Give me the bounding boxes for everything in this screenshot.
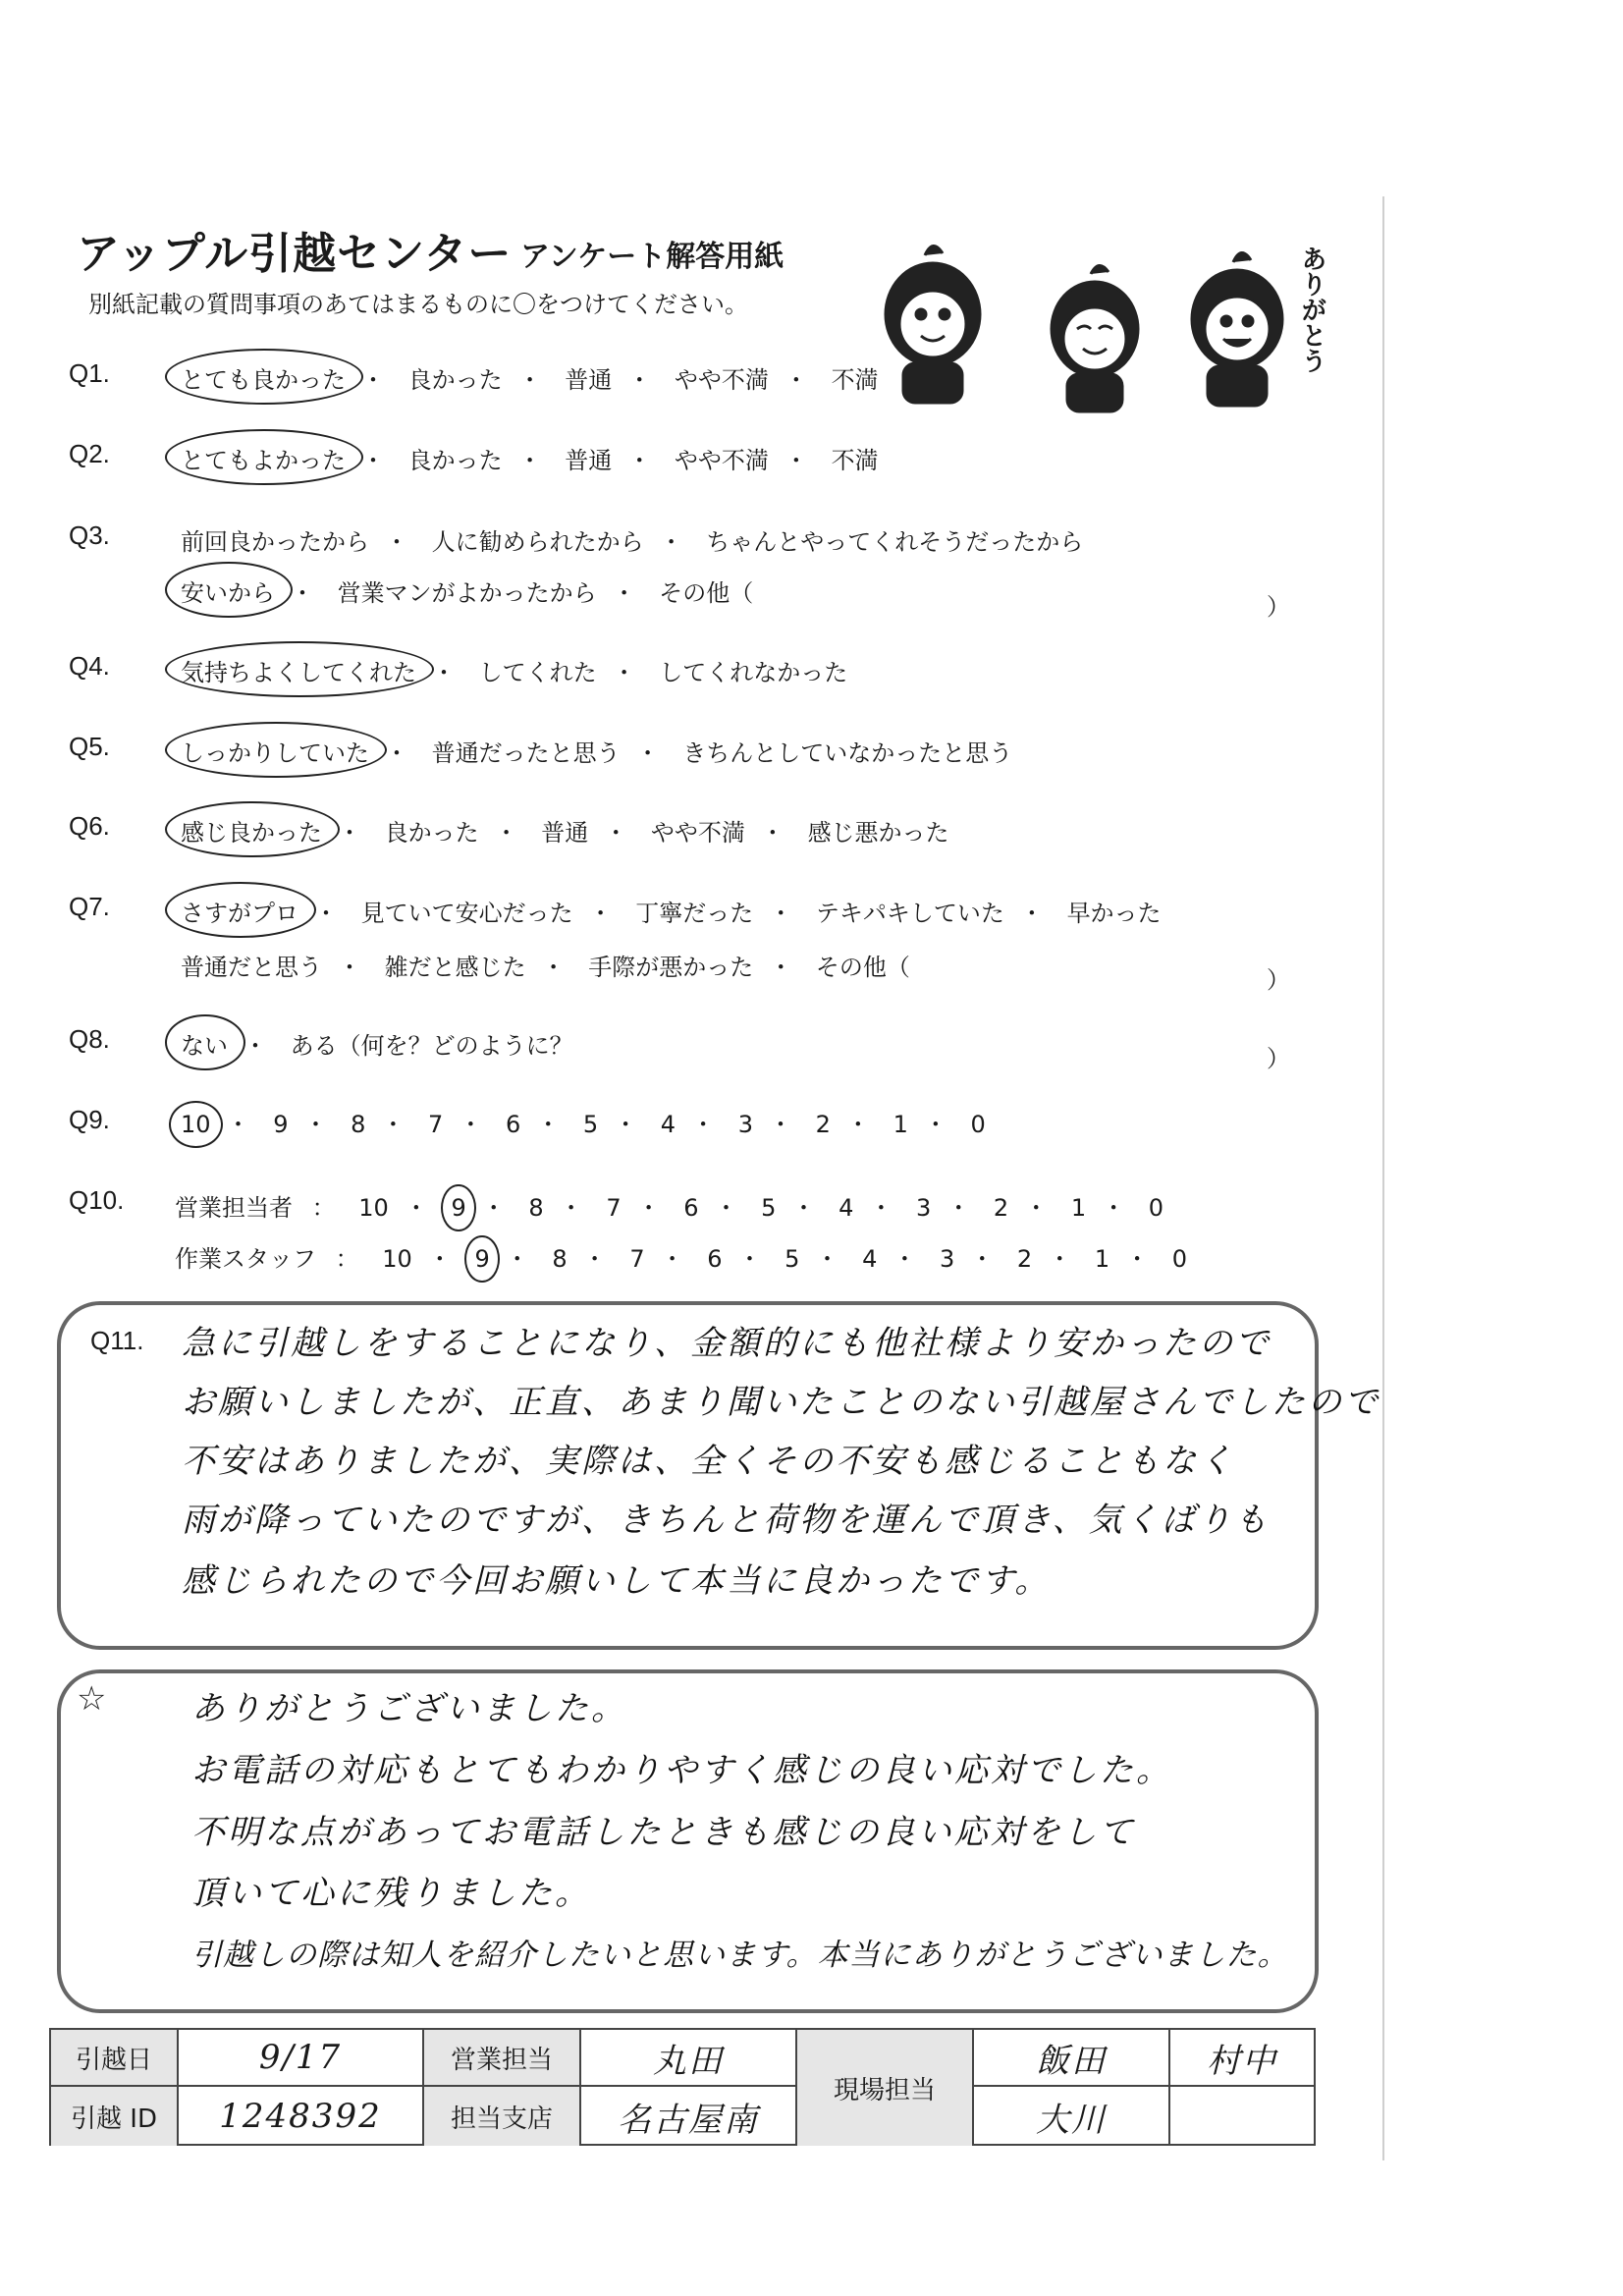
q9-score-6[interactable]: 6 [505,1111,521,1138]
comment-line-2: お電話の対応もとてもわかりやすく感じの良い応対でした。 [191,1751,1172,1790]
branch-label: 担当支店 [424,2087,581,2146]
q10-sales-score-4[interactable]: 4 [839,1194,854,1222]
form-title: アンケート解答用紙 [520,240,784,274]
q9-score-2[interactable]: 2 [815,1111,831,1138]
q8-option-2[interactable]: ある（何を？どのように？ [290,1032,573,1060]
q10-label: Q10. [69,1185,125,1215]
q4-option-3[interactable]: してくれなかった [659,659,848,686]
q10-staff-colon: ： [335,1245,359,1273]
q1-label: Q1. [69,358,110,388]
q2-option-5[interactable]: 不満 [831,447,879,474]
q10-staff-score-8[interactable]: 8 [552,1245,568,1273]
q10-sales-score-2[interactable]: 2 [993,1194,1009,1222]
q10-staff-score-6[interactable]: 6 [707,1245,723,1273]
q1-option-2[interactable]: 良かった [407,366,503,394]
q3-option-3[interactable]: ちゃんとやってくれそうだったから [706,528,1084,556]
q10-sales-score-7[interactable]: 7 [606,1194,622,1222]
q1-option-4[interactable]: やや不満 [674,366,769,394]
q9-label: Q9. [69,1105,110,1134]
q8-option-1[interactable]: ない [175,1024,234,1063]
q10-staff-label: 作業スタッフ [175,1245,316,1273]
q6-option-5[interactable]: 感じ悪かった [807,819,949,847]
q10-staff-score-1[interactable]: 1 [1094,1245,1110,1273]
q1-option-5[interactable]: 不満 [831,366,879,394]
q10-sales-colon: ： [311,1194,336,1222]
q10-staff-score-5[interactable]: 5 [784,1245,800,1273]
q6-option-2[interactable]: 良かった [384,819,479,847]
q2-label: Q2. [69,439,110,468]
q4-option-1[interactable]: 気持ちよくしてくれた [175,651,422,689]
q7-close-paren: ） [1267,966,1290,994]
q7-option-4[interactable]: テキパキしていた [815,900,1004,927]
q5-option-3[interactable]: きちんとしていなかったと思う [682,739,1013,767]
q2-option-4[interactable]: やや不満 [674,447,769,474]
q11-line-2: お願いしましたが、正直、あまり聞いたことのない引越屋さんでしたので [182,1383,1380,1422]
q11-line-3: 不安はありましたが、実際は、全くその不安も感じることもなく [182,1442,1235,1481]
q10-staff-rating: 作業スタッフ ： 10 ・ 9 ・ 8 ・ 7 ・ 6 ・ 5 ・ 4 ・ 3 ・ 2 ・ 1 ・ 0 [175,1239,1191,1275]
move-date-label: 引越日 [51,2030,179,2087]
q7-option-1[interactable]: さすがプロ [175,892,304,930]
q7-label: Q7. [69,892,110,921]
q11-line-4: 雨が降っていたのですが、きちんと荷物を運んで頂き、気くばりも [182,1501,1271,1540]
site-staff-2: 大川 [974,2087,1170,2146]
q7-option-2[interactable]: 見ていて安心だった [360,900,573,927]
q10-staff-score-7[interactable]: 7 [629,1245,645,1273]
q7-option-8[interactable]: 手際が悪かった [588,954,754,981]
q9-score-0[interactable]: 0 [970,1111,986,1138]
q10-sales-score-3[interactable]: 3 [916,1194,932,1222]
q7-option-3[interactable]: 丁寧だった [635,900,754,927]
q3-option-1[interactable]: 前回良かったから [181,528,369,556]
q10-staff-score-4[interactable]: 4 [862,1245,878,1273]
q3-option-6[interactable]: その他（ [659,579,754,607]
q2-option-1[interactable]: とてもよかった [175,439,352,477]
move-date-value: 9/17 [179,2030,424,2087]
comment-line-5: 引越しの際は知人を紹介したいと思います。本当にありがとうございました。 [191,1938,1289,1973]
q6-option-1[interactable]: 感じ良かった [175,811,328,849]
site-staff-label: 現場担当 [797,2030,974,2146]
q7-option-6[interactable]: 普通だと思う [181,954,322,981]
q6-option-4[interactable]: やや不満 [650,819,745,847]
q10-staff-score-2[interactable]: 2 [1016,1245,1033,1273]
q10-staff-score-9[interactable]: 9 [470,1243,493,1275]
q9-score-9[interactable]: 9 [273,1111,289,1138]
comment-line-3: 不明な点があってお電話したときも感じの良い応対をして [191,1813,1136,1852]
q8-label: Q8. [69,1024,110,1054]
q6-label: Q6. [69,811,110,841]
q8-close-paren: ） [1267,1045,1290,1072]
q10-staff-score-0[interactable]: 0 [1171,1245,1188,1273]
q4-option-2[interactable]: してくれた [478,659,597,686]
q9-score-4[interactable]: 4 [660,1111,676,1138]
site-staff-3: 村中 [1170,2030,1314,2087]
q10-sales-score-5[interactable]: 5 [761,1194,777,1222]
q5-option-2[interactable]: 普通だったと思う [431,739,621,767]
comment-line-4: 頂いて心に残りました。 [191,1874,591,1913]
q4-label: Q4. [69,651,110,681]
thanks-vertical-text: ありがとう [1297,246,1326,373]
site-staff-1: 飯田 [974,2030,1170,2087]
q10-sales-rating: 営業担当者 ： 10 ・ 9 ・ 8 ・ 7 ・ 6 ・ 5 ・ 4 ・ 3 ・ 2 ・ 1 ・ 0 [175,1188,1167,1224]
company-title: アップル引越センター [77,229,513,279]
q10-sales-score-0[interactable]: 0 [1148,1194,1164,1222]
q1-option-1[interactable]: とても良かった [175,358,352,397]
monkey-mascots-illustration [864,236,1325,422]
q9-score-10[interactable]: 10 [175,1109,217,1140]
q11-label: Q11. [90,1326,144,1355]
site-staff-empty [1170,2087,1314,2146]
page-edge-line [1382,196,1384,2160]
q10-sales-score-9[interactable]: 9 [447,1192,469,1224]
q2-option-2[interactable]: 良かった [407,447,503,474]
q11-line-1: 急に引越しをすることになり、金額的にも他社様より安かったので [182,1324,1271,1363]
q3-option-5[interactable]: 営業マンがよかったから [337,579,597,607]
q9-score-5[interactable]: 5 [582,1111,599,1138]
q7-option-5[interactable]: 早かった [1066,900,1162,927]
q10-sales-score-10[interactable]: 10 [358,1194,389,1222]
q2-option-3[interactable]: 普通 [565,447,613,474]
q3-label: Q3. [69,520,110,550]
q9-score-7[interactable]: 7 [428,1111,444,1138]
q10-staff-score-3[interactable]: 3 [940,1245,955,1273]
star-icon: ☆ [77,1680,107,1718]
q6-option-3[interactable]: 普通 [541,819,589,847]
branch-value: 名古屋南 [581,2087,797,2146]
q3-option-2[interactable]: 人に勧められたから [431,528,644,556]
move-id-label: 引越 ID [51,2087,179,2146]
sales-staff-label: 営業担当 [424,2030,581,2087]
q10-staff-score-10[interactable]: 10 [382,1245,412,1273]
q3-option-4[interactable]: 安いから [175,572,281,610]
footer-info-table [49,2028,1316,2146]
move-id-value: 1248392 [179,2087,424,2146]
q10-sales-score-6[interactable]: 6 [683,1194,699,1222]
sales-staff-value: 丸田 [581,2030,797,2087]
q9-score-3[interactable]: 3 [737,1111,753,1138]
comment-line-1: ありがとうございました。 [191,1689,627,1728]
q7-option-9[interactable]: その他（ [815,954,910,981]
q1-option-3[interactable]: 普通 [565,366,613,394]
q9-score-1[interactable]: 1 [893,1111,908,1138]
q7-option-7[interactable]: 雑だと感じた [384,954,526,981]
q3-close-paren: ） [1267,593,1290,621]
instruction-text: 別紙記載の質問事項のあてはまるものに〇をつけてください。 [88,291,748,318]
q5-label: Q5. [69,732,110,761]
q10-sales-score-1[interactable]: 1 [1070,1194,1087,1222]
q10-sales-score-8[interactable]: 8 [528,1194,544,1222]
q5-option-1[interactable]: しっかりしていた [175,732,375,770]
q10-sales-label: 営業担当者 [175,1194,293,1222]
q9-score-8[interactable]: 8 [351,1111,366,1138]
q11-line-5: 感じられたので今回お願いして本当に良かったです。 [182,1561,1052,1601]
